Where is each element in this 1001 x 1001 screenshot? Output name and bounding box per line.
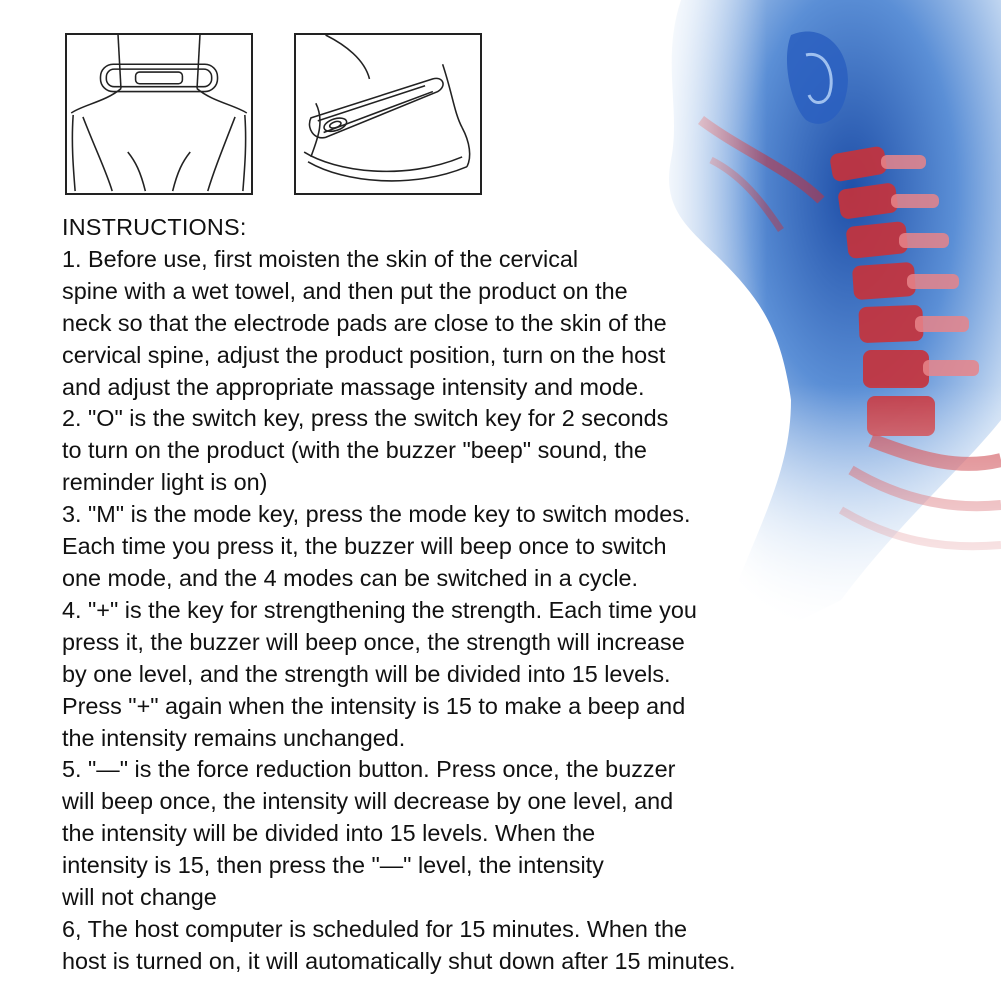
instruction-line: reminder light is on) <box>62 469 268 496</box>
back-view-diagram <box>65 33 253 195</box>
instruction-line: 3. "M" is the mode key, press the mode key to switch modes. <box>62 501 691 528</box>
instruction-line: will beep once, the intensity will decrease by one level, and <box>62 788 674 815</box>
instruction-line: spine with a wet towel, and then put the product on the <box>62 277 628 304</box>
instruction-line: and adjust the appropriate massage intensity and mode. <box>62 373 645 400</box>
instruction-line: will not change <box>62 884 217 911</box>
instructions-heading: INSTRUCTIONS: <box>62 214 247 240</box>
instruction-line: 2. "O" is the switch key, press the switch key for 2 seconds <box>62 405 669 432</box>
instruction-line: cervical spine, adjust the product position, turn on the host <box>62 341 666 368</box>
side-view-diagram <box>294 33 482 195</box>
instruction-line: host is turned on, it will automatically shut down after 15 minutes. <box>62 947 736 974</box>
instruction-line: 5. "—" is the force reduction button. Press once, the buzzer <box>62 756 676 783</box>
instructions-lines <box>62 244 852 978</box>
instruction-line: the intensity remains unchanged. <box>62 724 406 751</box>
instruction-line: press it, the buzzer will beep once, the strength will increase <box>62 628 685 655</box>
instruction-line: Each time you press it, the buzzer will beep once to switch <box>62 533 667 560</box>
instruction-line: 6, The host computer is scheduled for 15 minutes. When the <box>62 915 687 942</box>
instruction-line: Press "+" again when the intensity is 15 to make a beep and <box>62 692 686 719</box>
instruction-line: 4. "+" is the key for strengthening the strength. Each time you <box>62 596 697 623</box>
instruction-line: 1. Before use, first moisten the skin of the cervical <box>62 245 579 272</box>
instructions-block <box>62 212 852 978</box>
instruction-line: intensity is 15, then press the "—" level, the intensity <box>62 852 604 879</box>
instruction-line: one mode, and the 4 modes can be switched in a cycle. <box>62 564 639 591</box>
instruction-line: neck so that the electrode pads are close to the skin of the <box>62 309 667 336</box>
instruction-line: to turn on the product (with the buzzer "beep" sound, the <box>62 437 647 464</box>
instruction-line: by one level, and the strength will be divided into 15 levels. <box>62 660 671 687</box>
instruction-line: the intensity will be divided into 15 levels. When the <box>62 820 596 847</box>
